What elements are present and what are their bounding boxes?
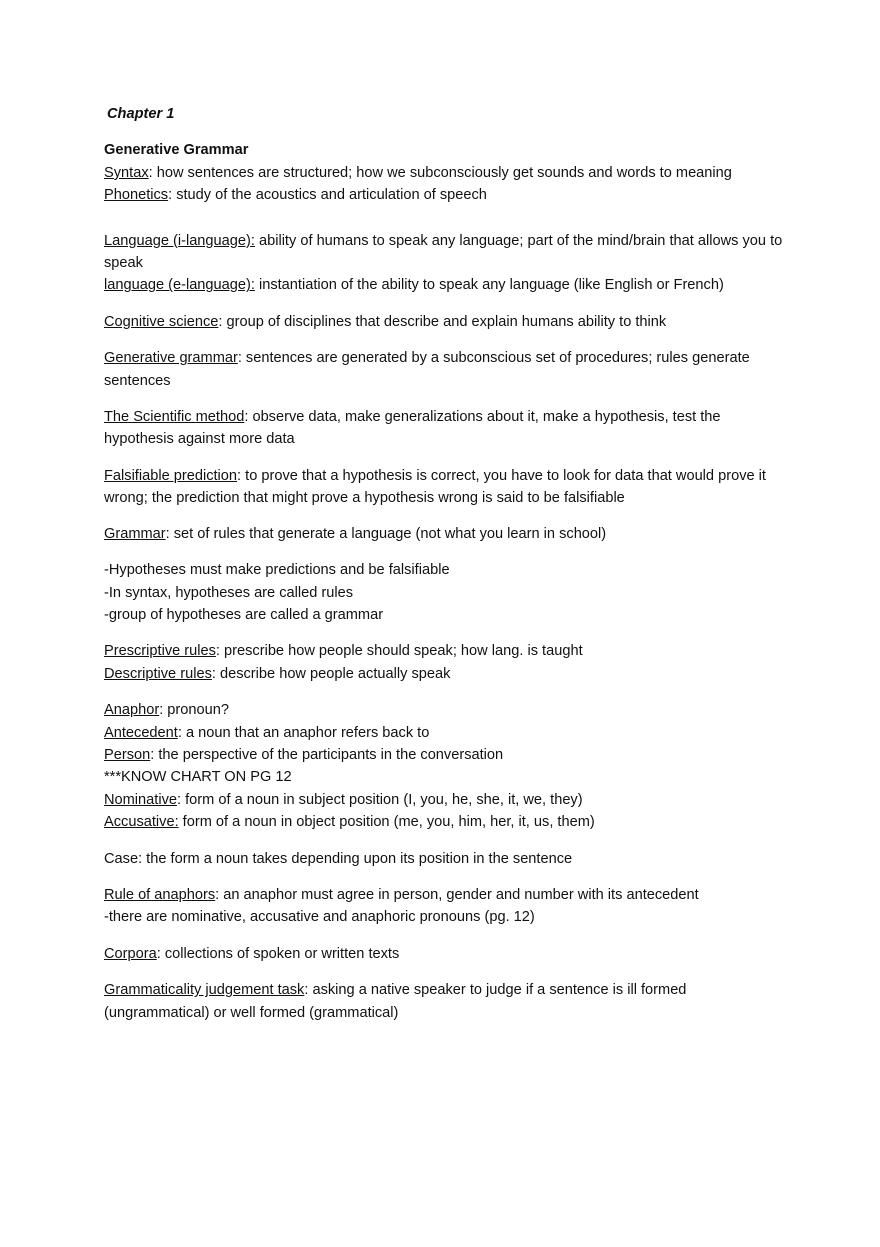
term-phonetics: Phonetics — [104, 187, 169, 204]
term-scientific-method: The Scientific method — [104, 409, 245, 426]
definition-text: : the perspective of the participants in the conversation — [150, 746, 504, 763]
spacer — [104, 929, 784, 943]
term-i-language: Language (i-language): — [104, 232, 255, 249]
term-rule-of-anaphors: Rule of anaphors — [104, 886, 216, 903]
spacer — [104, 626, 784, 640]
definition-syntax — [104, 162, 784, 184]
definition-e-language — [104, 274, 784, 296]
chart-note: ***KNOW CHART ON PG 12 — [104, 769, 292, 786]
spacer — [104, 297, 784, 311]
definition-accusative — [104, 811, 784, 833]
term-antecedent: Antecedent — [104, 724, 178, 741]
definition-text: : study of the acoustics and articulation of speech — [168, 187, 487, 204]
term-prescriptive-rules: Prescriptive rules — [104, 643, 216, 660]
definition-grammar — [104, 523, 784, 545]
definition-scientific-method — [104, 406, 784, 451]
spacer — [104, 870, 784, 884]
term-e-language: language (e-language): — [104, 277, 255, 294]
section-heading: Generative Grammar — [104, 142, 249, 159]
definition-text: instantiation of the ability to speak any language (like English or French) — [254, 277, 724, 294]
term-grammar: Grammar — [104, 525, 166, 542]
definition-anaphor — [104, 699, 784, 721]
definition-generative-grammar — [104, 347, 784, 392]
definition-text: : to prove that a hypothesis is correct, you have to look for data that would prove it wrong; the prediction that might prove a hypothesis wrong is said to be falsifiable — [104, 467, 766, 507]
pronoun-note: -there are nominative, accusative and anaphoric pronouns (pg. 12) — [104, 909, 535, 926]
spacer — [104, 392, 784, 406]
definition-text: : form of a noun in subject position (I, you, he, she, it, we, they) — [177, 791, 583, 808]
spacer — [104, 451, 784, 465]
term-syntax: Syntax — [104, 164, 149, 181]
definition-grammaticality-task — [104, 979, 784, 1024]
spacer — [104, 685, 784, 699]
spacer — [104, 545, 784, 559]
notes-body — [104, 103, 784, 1024]
hypotheses-note: -In syntax, hypotheses are called rules — [104, 584, 354, 601]
definition-text: : group of disciplines that describe and explain humans ability to think — [218, 313, 667, 330]
definition-prescriptive-rules — [104, 640, 784, 662]
definition-corpora — [104, 943, 784, 965]
definition-descriptive-rules — [104, 663, 784, 685]
term-person: Person — [104, 746, 151, 763]
term-anaphor: Anaphor — [104, 702, 160, 719]
definition-text: : describe how people actually speak — [211, 665, 451, 682]
definition-text: ability of humans to speak any language; part of the mind/brain that allows you to speak — [104, 232, 783, 272]
hypotheses-note: -Hypotheses must make predictions and be falsifiable — [104, 562, 450, 579]
spacer — [104, 333, 784, 347]
definition-text: : set of rules that generate a language (not what you learn in school) — [165, 525, 607, 542]
term-descriptive-rules: Descriptive rules — [104, 665, 212, 682]
term-corpora: Corpora — [104, 945, 157, 962]
definition-antecedent — [104, 722, 784, 744]
definition-text: : observe data, make generalizations about it, make a hypothesis, test the hypothesis against more data — [104, 409, 721, 448]
term-grammaticality-task: Grammaticality judgement task — [104, 982, 305, 999]
spacer — [104, 510, 784, 523]
definition-text: : sentences are generated by a subconscious set of procedures; rules generate sentences — [104, 350, 750, 389]
definition-text: : how sentences are structured; how we subconsciously get sounds and words to meaning — [148, 164, 732, 181]
definition-text: : an anaphor must agree in person, gender and number with its antecedent — [215, 886, 699, 903]
definition-i-language — [104, 230, 784, 275]
chapter-title: Chapter 1 — [107, 106, 175, 122]
definition-text: : asking a native speaker to judge if a sentence is ill formed (ungrammatical) or well formed (grammatical) — [104, 982, 687, 1021]
term-generative-grammar: Generative grammar — [104, 350, 238, 367]
definition-text: : collections of spoken or written texts — [156, 945, 400, 962]
definition-text: form of a noun in object position (me, you, him, her, it, us, them) — [178, 814, 595, 831]
hypotheses-note: -group of hypotheses are called a grammar — [104, 606, 384, 623]
definition-text: : pronoun? — [159, 702, 229, 719]
definition-text: : prescribe how people should speak; how lang. is taught — [215, 643, 583, 660]
definition-case: Case: the form a noun takes depending upon its position in the sentence — [104, 850, 573, 867]
spacer — [104, 965, 784, 979]
definition-phonetics — [104, 184, 784, 206]
definition-text: : a noun that an anaphor refers back to — [177, 724, 430, 741]
term-accusative: Accusative: — [104, 814, 179, 831]
term-falsifiable-prediction: Falsifiable prediction — [104, 467, 238, 484]
definition-cognitive-science — [104, 311, 784, 333]
term-cognitive-science: Cognitive science — [104, 313, 219, 330]
definition-rule-of-anaphors — [104, 884, 784, 906]
spacer — [104, 207, 784, 230]
definition-person — [104, 744, 784, 766]
definition-falsifiable-prediction — [104, 465, 784, 510]
spacer — [104, 834, 784, 848]
term-nominative: Nominative — [104, 791, 177, 808]
definition-nominative — [104, 789, 784, 811]
